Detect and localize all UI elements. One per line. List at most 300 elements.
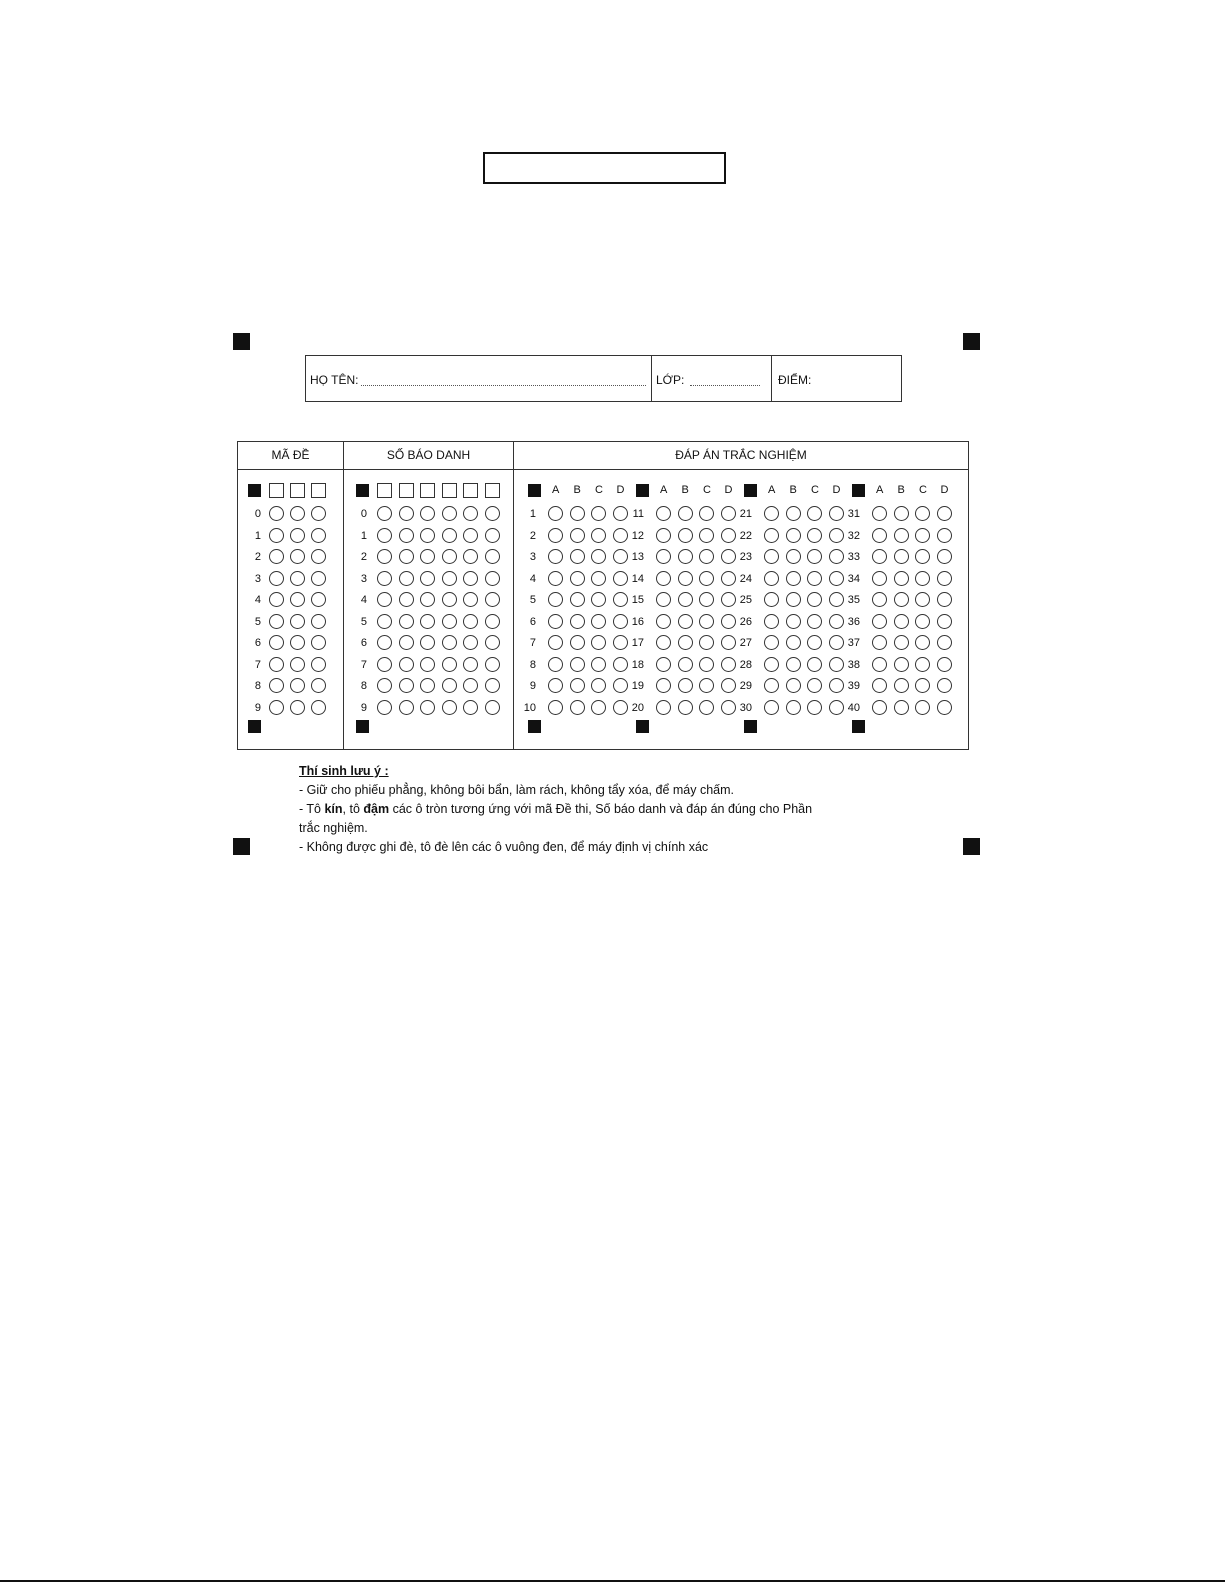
- instruction-line-2-cont: trắc nghiệm.: [299, 821, 368, 835]
- answer-bubble[interactable]: [548, 700, 563, 715]
- row-digit-label: 9: [360, 701, 367, 714]
- answer-bubble[interactable]: [764, 678, 779, 693]
- answer-bubble[interactable]: [786, 700, 801, 715]
- answer-bubble[interactable]: [894, 571, 909, 586]
- answer-bubble[interactable]: [937, 506, 952, 521]
- answer-bubble[interactable]: [591, 506, 606, 521]
- answer-bubble[interactable]: [656, 528, 671, 543]
- timing-mark: [744, 484, 757, 497]
- timing-mark: [356, 720, 369, 733]
- answer-bubble[interactable]: [894, 657, 909, 672]
- exam-code-bubble[interactable]: [290, 700, 305, 715]
- question-number-label: 39: [847, 680, 860, 692]
- exam-code-bubble[interactable]: [290, 614, 305, 629]
- answer-bubble[interactable]: [894, 635, 909, 650]
- candidate-number-write-box[interactable]: [442, 483, 457, 498]
- question-number-label: 29: [739, 680, 752, 692]
- question-number-label: 31: [847, 508, 860, 520]
- exam-code-bubble[interactable]: [311, 571, 326, 586]
- class-field[interactable]: [652, 356, 772, 401]
- candidate-number-bubble[interactable]: [420, 678, 435, 693]
- candidate-number-write-box[interactable]: [463, 483, 478, 498]
- candidate-number-bubble[interactable]: [377, 635, 392, 650]
- timing-mark: [528, 720, 541, 733]
- candidate-number-bubble[interactable]: [463, 678, 478, 693]
- answer-bubble[interactable]: [656, 592, 671, 607]
- exam-code-bubble[interactable]: [290, 506, 305, 521]
- answer-bubble[interactable]: [786, 571, 801, 586]
- candidate-number-bubble[interactable]: [420, 592, 435, 607]
- answer-bubble[interactable]: [548, 592, 563, 607]
- exam-code-bubble[interactable]: [269, 592, 284, 607]
- exam-code-bubble[interactable]: [311, 592, 326, 607]
- candidate-number-bubble[interactable]: [399, 678, 414, 693]
- answer-bubble[interactable]: [570, 528, 585, 543]
- candidate-number-bubble[interactable]: [463, 549, 478, 564]
- answer-bubble[interactable]: [678, 614, 693, 629]
- candidate-number-write-box[interactable]: [377, 483, 392, 498]
- row-digit-label: 4: [360, 594, 367, 606]
- answer-bubble[interactable]: [548, 549, 563, 564]
- row-digit-label: 3: [360, 572, 367, 585]
- candidate-number-bubble[interactable]: [463, 592, 478, 607]
- answer-bubble[interactable]: [915, 506, 930, 521]
- candidate-number-bubble[interactable]: [420, 549, 435, 564]
- answer-bubble[interactable]: [894, 614, 909, 629]
- question-number-label: 21: [739, 508, 752, 520]
- answer-bubble[interactable]: [548, 635, 563, 650]
- candidate-number-bubble[interactable]: [442, 635, 457, 650]
- answer-bubble[interactable]: [591, 678, 606, 693]
- exam-code-bubble[interactable]: [311, 506, 326, 521]
- choice-header-label: B: [789, 484, 797, 496]
- answer-bubble[interactable]: [872, 528, 887, 543]
- exam-code-bubble[interactable]: [269, 506, 284, 521]
- question-number-label: 35: [847, 594, 860, 606]
- row-digit-label: 7: [360, 658, 367, 671]
- candidate-number-bubble[interactable]: [377, 506, 392, 521]
- answer-bubble[interactable]: [699, 592, 714, 607]
- candidate-number-bubble[interactable]: [463, 506, 478, 521]
- candidate-number-write-box[interactable]: [399, 483, 414, 498]
- candidate-number-bubble[interactable]: [463, 528, 478, 543]
- candidate-number-bubble[interactable]: [399, 592, 414, 607]
- candidate-number-bubble[interactable]: [442, 614, 457, 629]
- answer-bubble[interactable]: [937, 528, 952, 543]
- candidate-number-bubble[interactable]: [485, 614, 500, 629]
- answer-bubble[interactable]: [786, 678, 801, 693]
- timing-mark: [248, 720, 261, 733]
- question-number-label: 8: [529, 658, 536, 671]
- candidate-number-bubble[interactable]: [442, 700, 457, 715]
- exam-code-bubble[interactable]: [269, 571, 284, 586]
- answer-bubble[interactable]: [937, 657, 952, 672]
- answer-bubble[interactable]: [937, 614, 952, 629]
- answer-bubble[interactable]: [872, 700, 887, 715]
- answer-bubble[interactable]: [786, 635, 801, 650]
- exam-code-bubble[interactable]: [269, 614, 284, 629]
- candidate-number-bubble[interactable]: [442, 657, 457, 672]
- candidate-number-bubble[interactable]: [442, 506, 457, 521]
- answer-bubble[interactable]: [678, 678, 693, 693]
- exam-code-write-box[interactable]: [290, 483, 305, 498]
- candidate-number-bubble[interactable]: [377, 592, 392, 607]
- answer-bubble[interactable]: [937, 592, 952, 607]
- candidate-number-bubble[interactable]: [442, 571, 457, 586]
- candidate-number-bubble[interactable]: [463, 657, 478, 672]
- answer-bubble[interactable]: [591, 528, 606, 543]
- answer-bubble[interactable]: [591, 614, 606, 629]
- exam-code-bubble[interactable]: [311, 635, 326, 650]
- choice-header-label: C: [811, 484, 819, 496]
- answer-bubble[interactable]: [894, 678, 909, 693]
- candidate-number-bubble[interactable]: [463, 700, 478, 715]
- answer-bubble[interactable]: [570, 614, 585, 629]
- answer-bubble[interactable]: [570, 657, 585, 672]
- answer-bubble[interactable]: [570, 571, 585, 586]
- candidate-number-bubble[interactable]: [377, 678, 392, 693]
- exam-code-bubble[interactable]: [311, 614, 326, 629]
- question-number-label: 10: [523, 701, 536, 714]
- answer-bubble[interactable]: [699, 549, 714, 564]
- answer-bubble[interactable]: [699, 657, 714, 672]
- answer-bubble[interactable]: [915, 700, 930, 715]
- answer-bubble[interactable]: [937, 571, 952, 586]
- choice-header-label: D: [832, 484, 841, 496]
- answer-bubble[interactable]: [699, 506, 714, 521]
- answer-bubble[interactable]: [807, 506, 822, 521]
- candidate-number-bubble[interactable]: [442, 528, 457, 543]
- question-number-label: 13: [631, 551, 644, 563]
- exam-code-bubble[interactable]: [290, 678, 305, 693]
- question-number-label: 12: [631, 529, 644, 542]
- candidate-number-bubble[interactable]: [485, 506, 500, 521]
- exam-code-bubble[interactable]: [290, 549, 305, 564]
- answer-bubble[interactable]: [915, 528, 930, 543]
- candidate-number-bubble[interactable]: [399, 657, 414, 672]
- exam-code-bubble[interactable]: [269, 657, 284, 672]
- answer-bubble[interactable]: [570, 506, 585, 521]
- answer-bubble[interactable]: [548, 614, 563, 629]
- answer-bubble[interactable]: [915, 549, 930, 564]
- answer-bubble[interactable]: [937, 700, 952, 715]
- answer-bubble[interactable]: [699, 635, 714, 650]
- candidate-number-bubble[interactable]: [420, 635, 435, 650]
- corner-marker-top-right: [963, 333, 980, 350]
- answer-bubble[interactable]: [591, 635, 606, 650]
- answer-bubble[interactable]: [807, 635, 822, 650]
- question-number-label: 25: [739, 594, 752, 606]
- candidate-number-write-box[interactable]: [420, 483, 435, 498]
- answer-bubble[interactable]: [872, 549, 887, 564]
- header-divider: [238, 469, 968, 470]
- answer-bubble[interactable]: [764, 592, 779, 607]
- answer-bubble[interactable]: [548, 678, 563, 693]
- answer-bubble[interactable]: [764, 549, 779, 564]
- answer-bubble[interactable]: [591, 549, 606, 564]
- answer-bubble[interactable]: [591, 657, 606, 672]
- answer-bubble[interactable]: [678, 635, 693, 650]
- exam-code-bubble[interactable]: [290, 635, 305, 650]
- answer-bubble[interactable]: [548, 657, 563, 672]
- class-dotted-line: [690, 385, 760, 386]
- answer-bubble[interactable]: [872, 592, 887, 607]
- answer-bubble[interactable]: [764, 528, 779, 543]
- candidate-number-bubble[interactable]: [485, 678, 500, 693]
- class-label: LỚP:: [656, 373, 685, 387]
- answer-bubble[interactable]: [656, 506, 671, 521]
- exam-code-header: MÃ ĐỀ: [271, 448, 310, 462]
- candidate-number-bubble[interactable]: [377, 614, 392, 629]
- answer-bubble[interactable]: [807, 614, 822, 629]
- answer-bubble[interactable]: [807, 549, 822, 564]
- candidate-number-bubble[interactable]: [377, 700, 392, 715]
- candidate-number-bubble[interactable]: [463, 571, 478, 586]
- answer-bubble[interactable]: [656, 657, 671, 672]
- candidate-number-write-box[interactable]: [485, 483, 500, 498]
- candidate-number-bubble[interactable]: [442, 678, 457, 693]
- question-number-label: 27: [739, 637, 752, 649]
- answer-bubble[interactable]: [786, 592, 801, 607]
- answer-bubble[interactable]: [894, 528, 909, 543]
- answer-bubble[interactable]: [570, 700, 585, 715]
- candidate-number-bubble[interactable]: [485, 571, 500, 586]
- answer-bubble[interactable]: [872, 506, 887, 521]
- exam-code-bubble[interactable]: [311, 700, 326, 715]
- answer-bubble[interactable]: [548, 571, 563, 586]
- answer-bubble[interactable]: [807, 571, 822, 586]
- answer-bubble[interactable]: [894, 592, 909, 607]
- question-number-label: 7: [529, 637, 536, 649]
- answer-bubble[interactable]: [764, 506, 779, 521]
- answer-bubble[interactable]: [915, 678, 930, 693]
- candidate-number-bubble[interactable]: [485, 549, 500, 564]
- choice-header-label: B: [897, 484, 905, 496]
- choice-header-label: B: [573, 484, 581, 496]
- answer-bubble[interactable]: [570, 635, 585, 650]
- exam-code-bubble[interactable]: [269, 549, 284, 564]
- row-digit-label: 5: [254, 615, 261, 628]
- candidate-number-bubble[interactable]: [377, 528, 392, 543]
- answer-bubble[interactable]: [872, 657, 887, 672]
- candidate-number-bubble[interactable]: [399, 506, 414, 521]
- exam-code-bubble[interactable]: [290, 592, 305, 607]
- answer-bubble[interactable]: [894, 549, 909, 564]
- candidate-number-bubble[interactable]: [420, 571, 435, 586]
- instructions-title: Thí sinh lưu ý :: [299, 764, 389, 778]
- candidate-number-bubble[interactable]: [420, 614, 435, 629]
- choice-header-label: D: [616, 484, 625, 496]
- answer-bubble[interactable]: [656, 614, 671, 629]
- question-number-label: 14: [631, 572, 644, 585]
- row-digit-label: 0: [360, 508, 367, 520]
- answer-bubble[interactable]: [678, 549, 693, 564]
- row-digit-label: 0: [254, 508, 261, 520]
- exam-code-bubble[interactable]: [290, 657, 305, 672]
- exam-code-bubble[interactable]: [311, 528, 326, 543]
- candidate-number-bubble[interactable]: [399, 528, 414, 543]
- candidate-number-bubble[interactable]: [485, 700, 500, 715]
- candidate-number-bubble[interactable]: [399, 635, 414, 650]
- answer-bubble[interactable]: [915, 614, 930, 629]
- answer-bubble[interactable]: [678, 528, 693, 543]
- timing-mark: [636, 484, 649, 497]
- answer-bubble[interactable]: [937, 678, 952, 693]
- answer-bubble[interactable]: [786, 549, 801, 564]
- column-divider: [343, 442, 344, 749]
- answer-bubble[interactable]: [807, 528, 822, 543]
- candidate-number-bubble[interactable]: [399, 571, 414, 586]
- timing-mark: [852, 484, 865, 497]
- corner-marker-top-left: [233, 333, 250, 350]
- name-dotted-line: [361, 385, 646, 386]
- answer-bubble[interactable]: [872, 678, 887, 693]
- answer-bubble[interactable]: [894, 700, 909, 715]
- column-divider: [513, 442, 514, 749]
- answer-bubble[interactable]: [656, 549, 671, 564]
- answer-bubble[interactable]: [764, 614, 779, 629]
- choice-header-label: D: [724, 484, 733, 496]
- answer-bubble[interactable]: [591, 571, 606, 586]
- answer-bubble[interactable]: [764, 635, 779, 650]
- answer-bubble[interactable]: [656, 635, 671, 650]
- answer-bubble[interactable]: [570, 549, 585, 564]
- answer-bubble[interactable]: [591, 592, 606, 607]
- answer-bubble[interactable]: [915, 657, 930, 672]
- answer-bubble[interactable]: [699, 700, 714, 715]
- timing-mark: [852, 720, 865, 733]
- answer-bubble[interactable]: [678, 571, 693, 586]
- answer-bubble[interactable]: [786, 528, 801, 543]
- question-number-label: 30: [739, 701, 752, 714]
- answer-bubble[interactable]: [872, 614, 887, 629]
- answer-bubble[interactable]: [807, 700, 822, 715]
- exam-code-write-box[interactable]: [269, 483, 284, 498]
- question-number-label: 9: [529, 680, 536, 692]
- answer-bubble[interactable]: [915, 571, 930, 586]
- answer-bubble[interactable]: [937, 549, 952, 564]
- question-number-label: 18: [631, 658, 644, 671]
- answer-bubble[interactable]: [656, 700, 671, 715]
- answer-bubble[interactable]: [678, 700, 693, 715]
- candidate-number-bubble[interactable]: [377, 571, 392, 586]
- exam-code-bubble[interactable]: [269, 528, 284, 543]
- row-digit-label: 1: [360, 529, 367, 542]
- answer-bubble[interactable]: [786, 506, 801, 521]
- answer-bubble[interactable]: [591, 700, 606, 715]
- answer-bubble[interactable]: [937, 635, 952, 650]
- instruction-line-3: - Không được ghi đè, tô đè lên các ô vuông đen, để máy định vị chính xác: [299, 840, 709, 854]
- candidate-number-bubble[interactable]: [420, 700, 435, 715]
- exam-code-write-box[interactable]: [311, 483, 326, 498]
- question-number-label: 11: [632, 508, 644, 520]
- answer-bubble[interactable]: [656, 571, 671, 586]
- row-digit-label: 6: [254, 637, 261, 649]
- answer-bubble[interactable]: [548, 528, 563, 543]
- choice-header-label: A: [768, 484, 776, 496]
- answer-bubble[interactable]: [570, 678, 585, 693]
- candidate-number-bubble[interactable]: [399, 549, 414, 564]
- question-number-label: 16: [631, 615, 644, 628]
- answer-bubble[interactable]: [699, 528, 714, 543]
- exam-code-bubble[interactable]: [311, 549, 326, 564]
- candidate-number-bubble[interactable]: [399, 700, 414, 715]
- answer-bubble[interactable]: [872, 571, 887, 586]
- candidate-number-bubble[interactable]: [420, 528, 435, 543]
- candidate-number-bubble[interactable]: [399, 614, 414, 629]
- exam-code-bubble[interactable]: [269, 635, 284, 650]
- candidate-number-bubble[interactable]: [420, 506, 435, 521]
- answer-bubble[interactable]: [678, 506, 693, 521]
- question-number-label: 22: [739, 529, 752, 542]
- timing-mark: [744, 720, 757, 733]
- candidate-number-bubble[interactable]: [463, 635, 478, 650]
- question-number-label: 33: [847, 551, 860, 563]
- answer-bubble[interactable]: [764, 700, 779, 715]
- answer-bubble[interactable]: [570, 592, 585, 607]
- answer-bubble[interactable]: [548, 506, 563, 521]
- row-digit-label: 6: [360, 637, 367, 649]
- answers-header: ĐÁP ÁN TRẮC NGHIỆM: [675, 448, 807, 462]
- row-digit-label: 9: [254, 701, 261, 714]
- exam-code-bubble[interactable]: [311, 678, 326, 693]
- candidate-number-bubble[interactable]: [485, 592, 500, 607]
- answer-bubble[interactable]: [678, 592, 693, 607]
- answer-bubble[interactable]: [894, 506, 909, 521]
- page-bottom-rule: [0, 1580, 1225, 1582]
- answer-bubble[interactable]: [872, 635, 887, 650]
- answer-bubble[interactable]: [807, 657, 822, 672]
- exam-code-bubble[interactable]: [269, 700, 284, 715]
- name-field[interactable]: [306, 356, 652, 401]
- exam-code-bubble[interactable]: [269, 678, 284, 693]
- score-field[interactable]: [772, 356, 901, 401]
- candidate-number-bubble[interactable]: [485, 528, 500, 543]
- question-number-label: 5: [529, 594, 536, 606]
- answer-bubble[interactable]: [786, 657, 801, 672]
- answer-bubble[interactable]: [699, 678, 714, 693]
- candidate-number-bubble[interactable]: [377, 549, 392, 564]
- instructions: [299, 762, 899, 857]
- instruction-line-1: - Giữ cho phiếu phẳng, không bôi bẩn, làm rách, không tẩy xóa, để máy chấm.: [299, 783, 735, 797]
- candidate-number-bubble[interactable]: [420, 657, 435, 672]
- answer-bubble[interactable]: [678, 657, 693, 672]
- score-label: ĐIỂM:: [778, 373, 812, 387]
- candidate-number-bubble[interactable]: [485, 635, 500, 650]
- answer-bubble[interactable]: [807, 592, 822, 607]
- answer-bubble[interactable]: [915, 592, 930, 607]
- answer-bubble[interactable]: [699, 614, 714, 629]
- candidate-number-bubble[interactable]: [442, 549, 457, 564]
- exam-code-bubble[interactable]: [290, 571, 305, 586]
- candidate-number-bubble[interactable]: [485, 657, 500, 672]
- candidate-number-bubble[interactable]: [377, 657, 392, 672]
- corner-marker-bottom-right: [963, 838, 980, 855]
- candidate-number-bubble[interactable]: [442, 592, 457, 607]
- answer-bubble[interactable]: [915, 635, 930, 650]
- candidate-number-bubble[interactable]: [463, 614, 478, 629]
- exam-code-bubble[interactable]: [311, 657, 326, 672]
- timing-mark: [528, 484, 541, 497]
- answer-bubble[interactable]: [786, 614, 801, 629]
- exam-code-bubble[interactable]: [290, 528, 305, 543]
- answer-bubble[interactable]: [807, 678, 822, 693]
- answer-bubble[interactable]: [699, 571, 714, 586]
- answer-bubble[interactable]: [764, 657, 779, 672]
- question-number-label: 2: [529, 529, 536, 542]
- answer-bubble[interactable]: [656, 678, 671, 693]
- answer-bubble[interactable]: [764, 571, 779, 586]
